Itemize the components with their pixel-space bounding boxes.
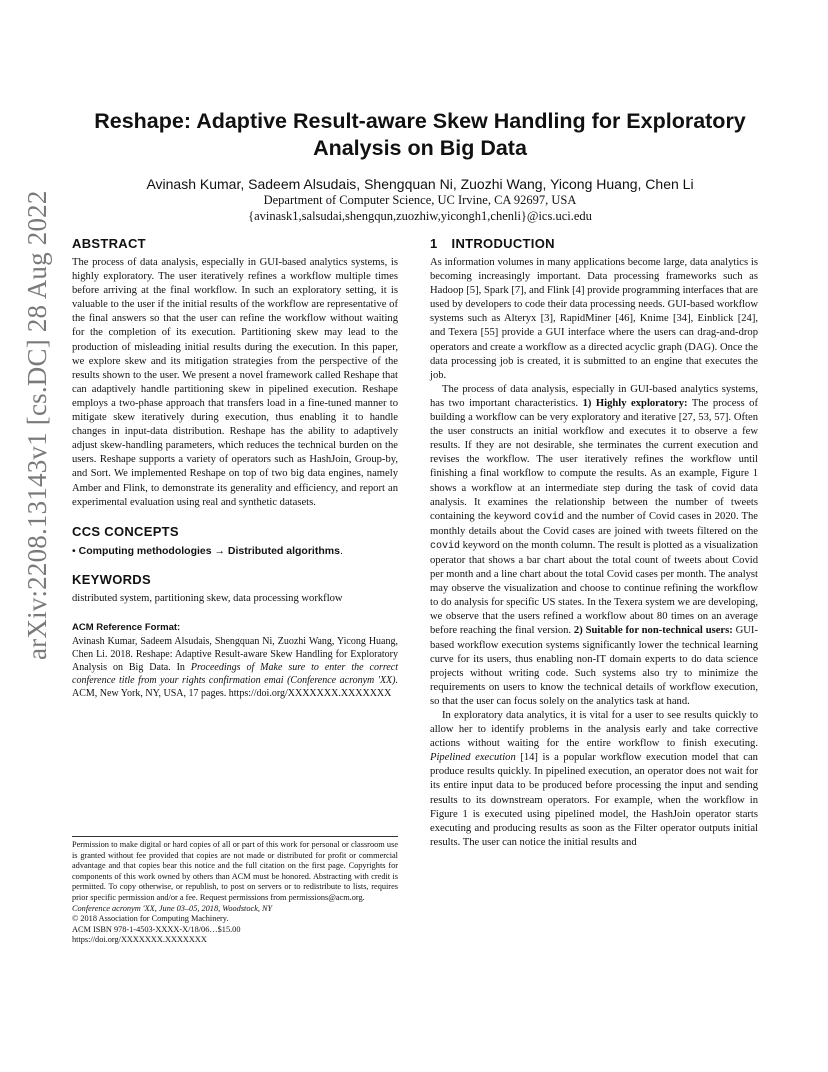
introduction-heading	[430, 236, 758, 251]
abstract-heading: ABSTRACT	[72, 236, 146, 251]
title-line-1: Reshape: Adaptive Result-aware Skew Handling for Exploratory	[94, 109, 746, 133]
arxiv-stamp: arXiv:2208.13143v1 [cs.DC] 28 Aug 2022	[22, 190, 52, 660]
author-emails: {avinask1,salsudai,shengqun,zuozhiw,yicongh1,chenli}@ics.uci.edu	[248, 209, 592, 223]
para3-text-b: [14] is a popular workflow execution model that can produce results quickly. In pipelined execution, an operator does not wait for its entire input data to be produced before processing the input and sending results to its downstream operators. For example, when the workflow in Figure 1 is executed using pipelined model, the HashJoin operator starts executing and producing results as soon as the Filter operator outputs initial results. The user can notice the initial results and	[430, 752, 758, 848]
para2-text-f: GUI-based workflow execution systems significantly lower the technical learning curve for its users, thus enabling non-IT domain experts to do data science projects without writing code. Such systems also try to minimize the requirements on users to know the technical details of workflow execution, so that the user can focus solely on the analytics task at hand.	[430, 625, 758, 707]
ccs-heading: CCS CONCEPTS	[72, 523, 179, 539]
code-covid-2: covid	[430, 540, 461, 552]
permission-notice: Permission to make digital or hard copies of all or part of this work for personal or classroom use is granted without fee provided that copies are not made or distributed for profit or commercial advantage and that copies bear this notice and the full citation on the first page. Copyrights for components of this work owned by others than ACM must be honored. Abstracting with credit is permitted. To copy otherwise, or republish, to post on servers or to redistribute to lists, requires prior specific permission and/or a fee. Request permissions from permissions@acm.org.	[72, 840, 398, 902]
reference-authors: Avinash Kumar, Sadeem Alsudais, Shengquan Ni, Zuozhi Wang, Yicong Huang, Chen Li. 2018. Reshape: Adaptive Result-aware Skew Handling for Exploratory Analysis on Big Data. In	[72, 635, 398, 673]
section-number: 1	[430, 236, 438, 251]
ccs-bullet: •	[72, 544, 76, 557]
pipelined-execution-term: Pipelined execution	[430, 752, 516, 764]
keywords-heading: KEYWORDS	[72, 571, 151, 587]
author-list: Avinash Kumar, Sadeem Alsudais, Shengquan Ni, Zuozhi Wang, Yicong Huang, Chen Li	[146, 176, 694, 192]
reference-publisher: ACM, New York, NY, USA, 17 pages. https://doi.org/XXXXXXX.XXXXXXX	[72, 687, 392, 699]
intro-paragraph-3	[430, 709, 758, 850]
para2-text-c: The process of building a workflow can be very exploratory and iterative [27, 53, 57]. Often the user constructs an initial workflow and executes it to observe a few results. If they are not desirable, she terminates the current execution and revises the workflow. The user iteratively refines the workflow until finishing a final workflow to compute the results. As an example, Figure 1 shows a workflow at an intermediate step during the task of covid data analysis. It examines the relationship between the number of tweets containing the keyword	[430, 397, 759, 522]
para2-text-a: The process of data analysis, especially in GUI-based analytics systems, has two important characteristics.	[430, 383, 758, 409]
left-column	[72, 236, 398, 700]
isbn-line: ACM ISBN 978-1-4503-XXXX-X/18/06…$15.00	[72, 924, 241, 934]
reference-proceedings: Proceedings of Make sure to enter the correct conference title from your rights confirmation emai (Conference acronym 'XX).	[72, 661, 399, 686]
reference-format-text	[72, 635, 398, 700]
para3-text-a: In exploratory data analytics, it is vital for a user to see results quickly to allow her to identify problems in the analysis early and take corrective actions without waiting for the entire workflow to finish executing.	[430, 710, 758, 750]
para2-text-d: and the number of Covid cases in 2020. The monthly details about the Covid cases are joined with tweets filtered on the	[430, 510, 758, 537]
non-technical-users-label: 2) Suitable for non-technical users:	[573, 625, 733, 637]
code-covid-1: covid	[534, 511, 565, 523]
ccs-concepts	[72, 544, 398, 558]
intro-paragraph-1: As information volumes in many applications become large, data analytics is becoming increasingly important. Data processing frameworks such as Hadoop [5], Spark [7], and Flink [4] provide programming interfaces that are used by developers to code their data processing needs. GUI-based workflow systems such as Alteryx [3], RapidMiner [46], Knime [34], Einblick [24], and Texera [55] provide a GUI interface where the users can drag-and-drop operators and create a workflow as a directed acyclic graph (DAG). Once the data processing job is created, it is submitted to an engine that executes the job.	[430, 257, 758, 381]
para2-text-e: keyword on the month column. The result is plotted as a visualization operator that shows a bar chart about the total count of tweets about Covid per month and a line chart about the total Covid cases per month. The analyst may observe the visualization and choose to continue refining the workflow to do analysis for specific US states. In the Texera system we are developing, we observe that the users refined a workflow about 80 times on an average before reaching the final version.	[430, 539, 758, 637]
ccs-period: .	[339, 544, 343, 557]
conference-info: Conference acronym 'XX, June 03–05, 2018, Woodstock, NY	[72, 903, 273, 913]
paper-title	[70, 108, 770, 162]
keywords-text: distributed system, partitioning skew, data processing workflow	[72, 592, 343, 604]
section-title: INTRODUCTION	[451, 236, 555, 251]
copyright-footnote	[72, 836, 398, 946]
reference-format-heading: ACM Reference Format:	[72, 621, 181, 633]
ccs-item: Computing methodologies → Distributed algorithms	[78, 544, 340, 557]
title-line-2: Analysis on Big Data	[313, 136, 527, 160]
doi-line: https://doi.org/XXXXXXX.XXXXXXX	[72, 935, 207, 945]
abstract-text: The process of data analysis, especially in GUI-based analytics systems, is highly exploratory. The user iteratively refines a workflow multiple times before arriving at the final workflow. In such an exploratory setting, it is valuable to the user if the initial results of the workflow are representative of the final answers so that the user can refine the workflow without waiting for the completion of its execution. Partitioning skew may lead to the production of misleading initial results during the execution. In this paper, we explore skew and its mitigation strategies from the perspective of the results shown to the user. We present a novel framework called Reshape that can adaptively handle partitioning skew in pipelined execution. Reshape employs a two-phase approach that transfers load in a fine-tuned manner to mitigate skew iteratively during execution, thus enabling it to handle changes in input-data distribution. Reshape has the ability to adaptively adjust skew-handling parameters, which reduces the technical burden on the users. Reshape supports a variety of operators such as HashJoin, Group-by, and Sort. We implemented Reshape on top of two big data engines, namely Amber and Flink, to demonstrate its generality and efficiency, and report an experimental evaluation using real and synthetic datasets.	[72, 257, 398, 508]
copyright-line: © 2018 Association for Computing Machinery.	[72, 914, 229, 924]
affiliation: Department of Computer Science, UC Irvine, CA 92697, USA	[263, 193, 577, 207]
right-column	[430, 236, 758, 850]
intro-paragraph-2	[430, 383, 758, 709]
highly-exploratory-label: 1) Highly exploratory:	[582, 397, 688, 409]
